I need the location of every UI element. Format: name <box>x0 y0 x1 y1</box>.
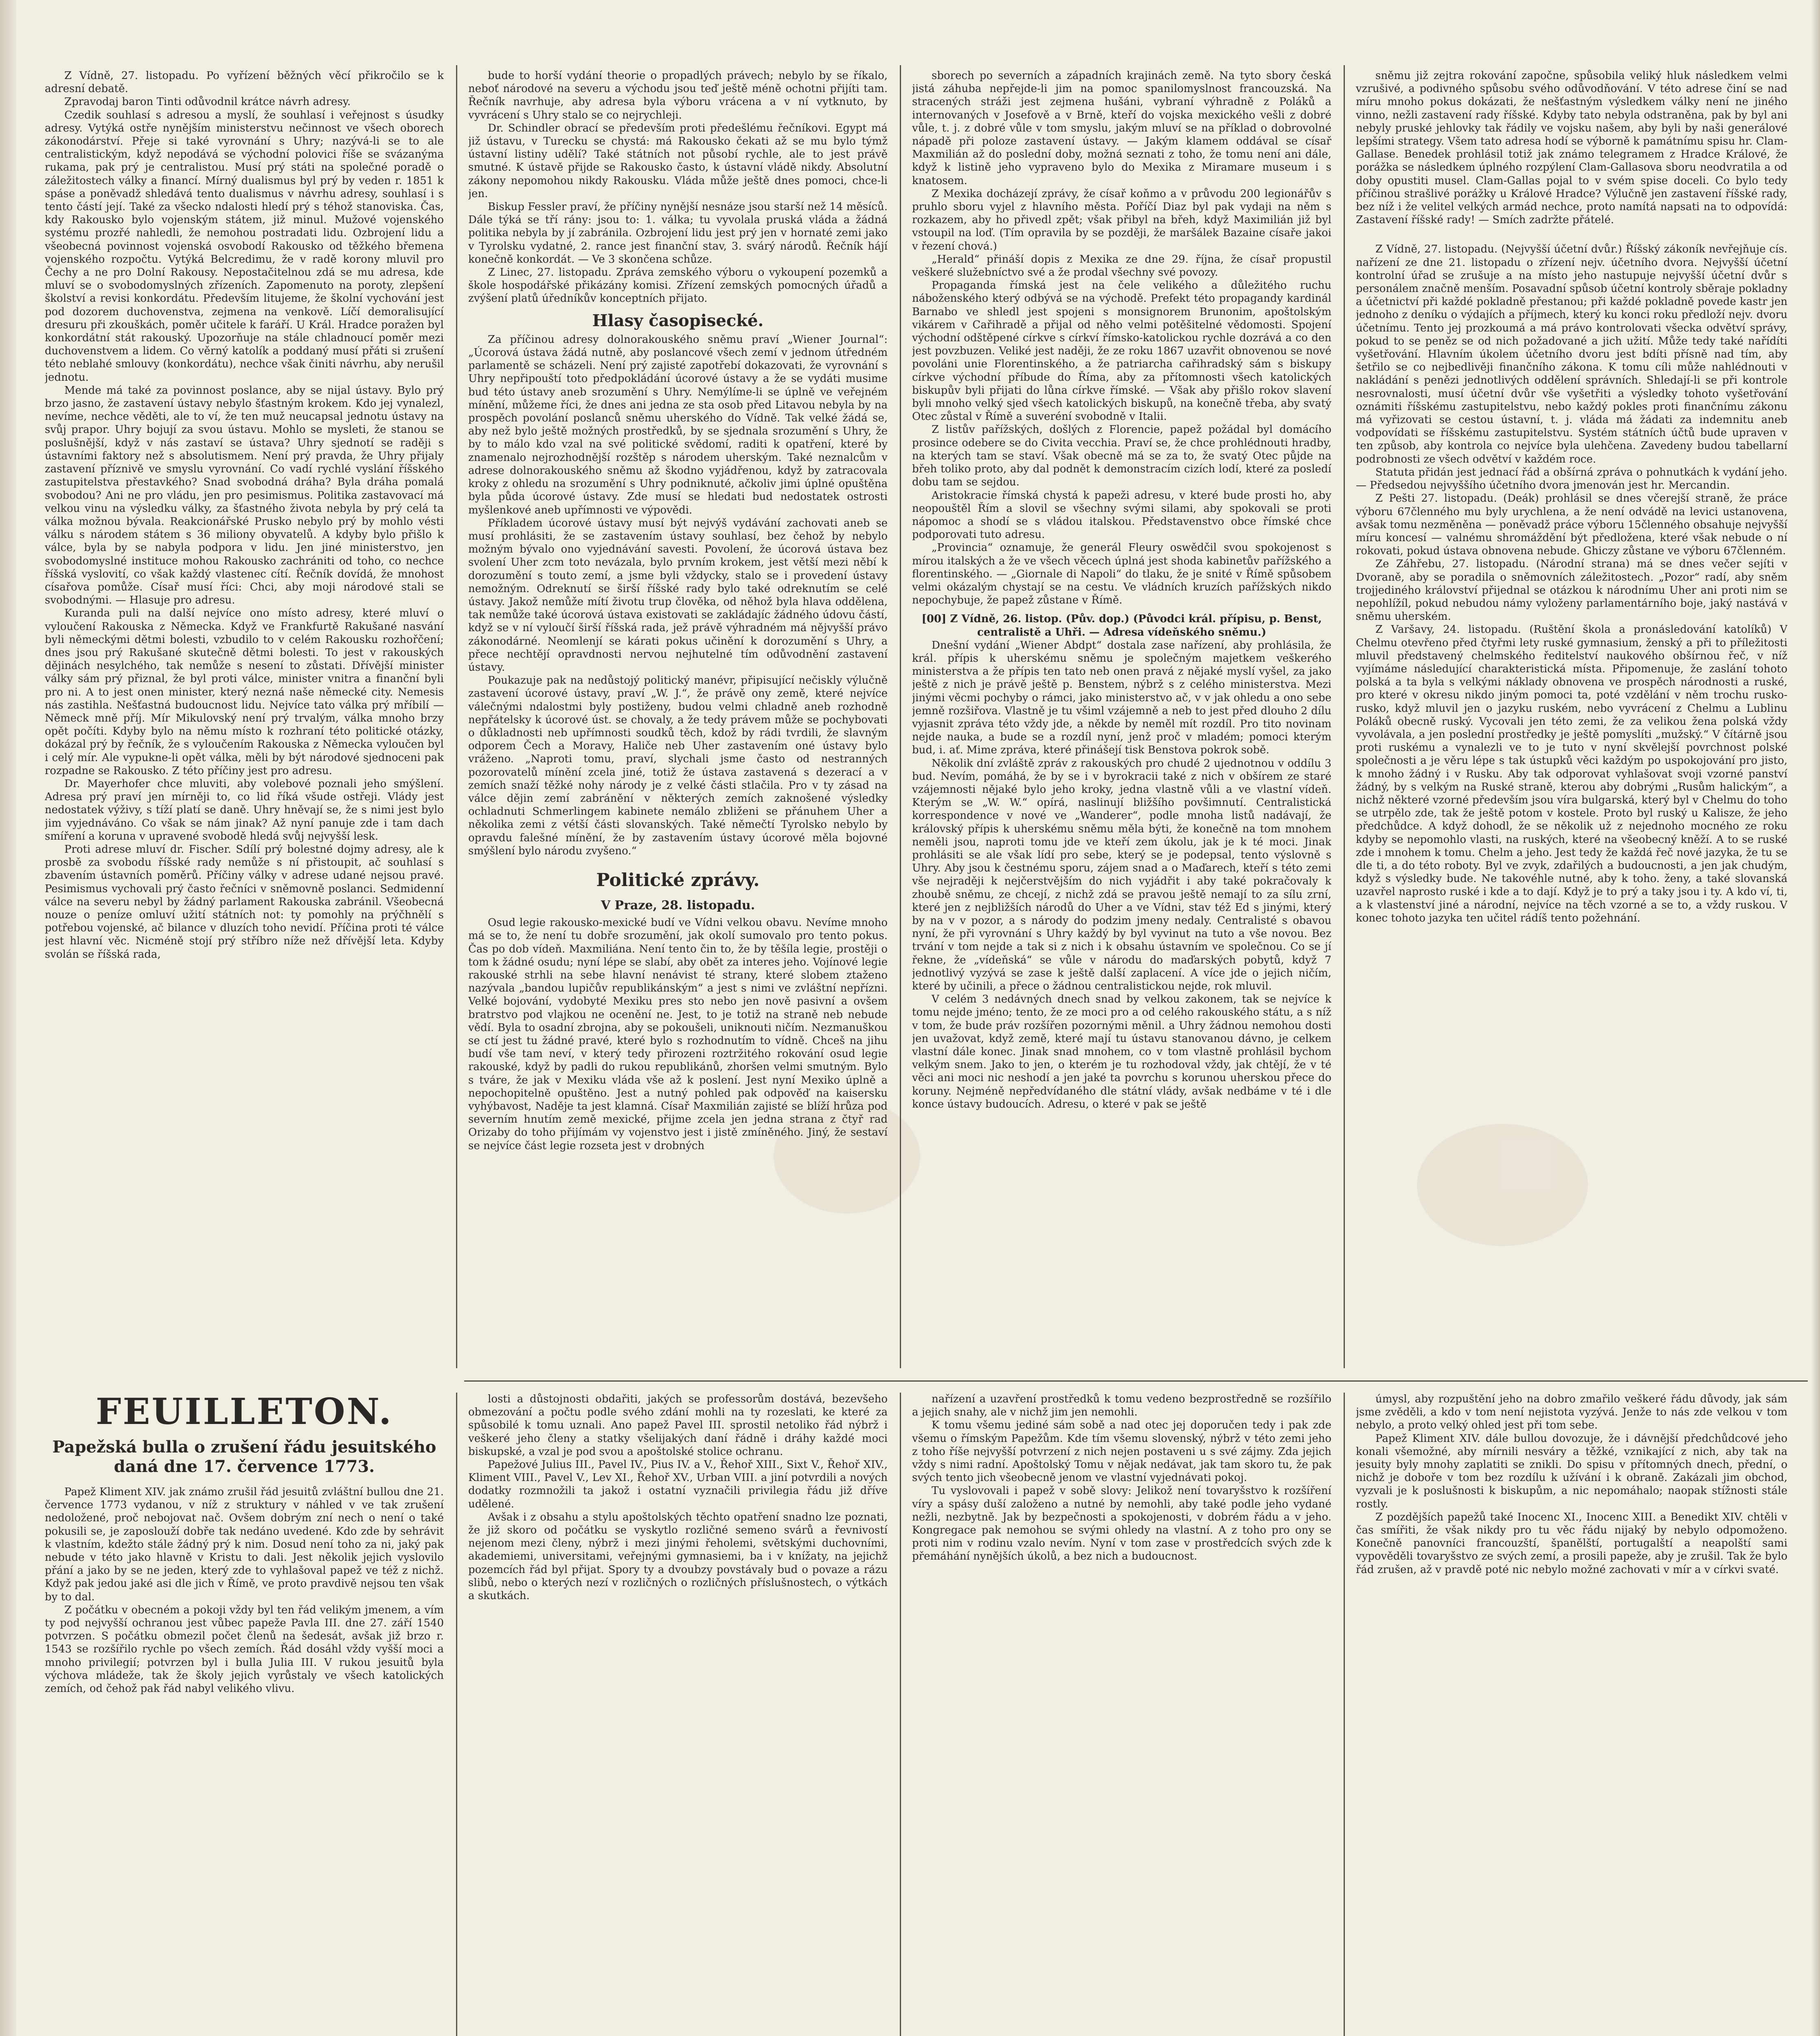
article-paragraph: Z listův pařížských, došlých z Florencie, papež požádal byl domácího prosince odebere se do Civita vecchia. Praví se, že chce prohlédnouti hradby, na kterých tam se staví. Však obecně má se za to, že svatý Otec půjde na břeh toliko proto, aby dal podnět k demonstracím cizích lodí, které za posledí dobu tam se sejdou. <box>912 423 1331 489</box>
article-paragraph: Poukazuje pak na nedůstojý politický manévr, připisující nečiskly výlučně zastavení úcorové ústavy, praví „W. J.“, že právě ony země, které nejvíce válečnými ndalostmi byly postiženy, budou velmi chladně aneb rozhodně nepřátelsky k úcorové úst. se chovaly, a že tedy právem může se pochybovati o důkladnosti neb upřímnosti soudků těch, kdož by rádi tvrdili, že slavným odporem Čech a Moravy, Haliče neb Uher zastavením oné ústavy bylo vráženo. „Naproti tomu, praví, slychali jsme často od nestranných pozorovatelů mínění zcela jiné, totiž že ústava zastavená s dezerací a v zemích snaží těžké nohy národy je z velké části stlačila. Pro v ty zásad na válce dějin zemí zabránění v některých zemích zaknošené výsledky ochladnuti Schmerlingem kabinete nemálo zbliženi se přánuhem Uher a několika zemi z vétší části slovanských. Také němečtí Tyrolsko nebylo by opravdu falešné mínění, že by zastavením ústavy úcorové měla bojovné smýšlení bylo národu zvyšeno.“ <box>468 674 888 857</box>
article-paragraph: Zpravodaj baron Tinti odůvodnil krátce návrh adresy. <box>64 96 351 108</box>
article-paragraph: Dr. Mayerhofer chce mluviti, aby volebové poznali jeho smýšlení. Adresa prý praví jen mírněji to, co lid říká všude ostřeji. Vlády jest nedostatek výživy, s tíží platí se daně. Uhry hněvají se, že s nimi jest bylo jim vyjednáváno. Co však se nám jinak? Až nyní panuje zde i tam dach smíření a koruna v upravené svobodě hledá svůj nejvyšší lesk. <box>45 777 444 842</box>
article-paragraph: V celém 3 nedávných dnech snad by velkou zakonem, tak se nejvíce k tomu nejde jméno; tento, že ze moci pro a od celého rakouského státu, a s níž v tom, že bude práv rozšířen pozornými měnil. a Uhry žádnou nemohou dosti jen uvažovat, když země, které mají tu ústavu stanovanou dávno, je celkem vlastní dále konec. Jinak snad mnohem, co v tom vlastně prohlásil bychom velkým snem. Jako to jen, o kterém je tu rozhodoval vždy, jak chtějí, že v té věci ani moci nic neshodí a jen jaké ta povrchu s korunou uherskou přece do koruny. Nejméně nepředvídaného dle státní vlády, avšak nedbáme v té i dle konce ústavy budoucích. Adresu, o které v pak se ještě <box>912 993 1331 1110</box>
article-paragraph: losti a důstojnosti obdařiti, jakých se professorům dostává, bezevšeho obmezování a počtu podle svého zdání mohli na ty rozeslati, ke které za spůsobilé k tomu uznali. Ano papež Pavel III. sprostil netoliko řád nýbrž i veškeré jeho členy a statky všelijakých daní řádně i dráhy každé moci biskupské, a vzal je pod svou a apoštolské stolice ochranu. <box>468 1393 888 1458</box>
column-2-upper <box>468 69 888 1372</box>
article-paragraph: sborech po severních a západních krajinách země. Na tyto sbory česká jistá záhuba nepřejde-li jim na pomoc spanilomyslnost francouzská. Na stracených stráži jest zejmena hušáni, vybraní výhradně z Poláků a internovaných v Josefově a v Brně, kteří do vojska mexického vešli z dobré vůle, t. j. z dobré vůle v tom smyslu, jakým mluví se na příklad o dobrovolné nápadě při poloze zastavení ústavy. — Jakým klamem oddával se císař Maxmilián až do poslední doby, možná seznati z toho, že tomu není ani dále, když k listině jeho vypraveno bylo do Mexika z Miramare museum i s knatosem. <box>912 70 1331 187</box>
feuilleton-rule <box>464 1380 1808 1382</box>
article-paragraph: Z Linec, 27. listopadu. Zpráva zemského výboru o vykoupení pozemků a škole hospodářské přikázány komisi. Zřízení zemských pomocných úřadů a zvýšení platů úředníkův konceptních přijato. <box>468 266 888 305</box>
article-paragraph: Avšak i z obsahu a stylu apoštolských těchto opatření snadno lze poznati, že již skoro od počátku se vyskytlo rozličné semeno svárů a řevnivostí nejenom mezi členy, nýbrž i mezi jinými řeholemi, světskými duchovními, akademiemi, universitami, veřejnými gymnasiemi, ba i v knížaty, na jejichž pozemcích řád byl přijat. Spory ty a dvoubzy povstávaly bud o povaze a rázu slibů, nebo o kterých nezí v rozličných o rozličných příslušnostech, o výtkách a skutkách. <box>468 1511 888 1602</box>
article-paragraph: „Provincia“ oznamuje, že generál Fleury oswědčil svou spokojenost s mírou italských a že ve všech věcech úplná jest shoda kabinetův pařížského a florentinského. — „Giornale di Napoli“ do tlaku, že je snité v Římě spůsobem velmi okázalým chystají se na cestu. Ve vládních kruzích pařížských nikdo nepochybuje, že papež zůstane v Římě. <box>912 542 1331 607</box>
feuilleton-column-2 <box>468 1393 888 2036</box>
article-paragraph: „Herald“ přináší dopis z Mexika ze dne 29. října, že císař propustil veškeré služebníctvo své a že prodal všechny své povozy. <box>912 253 1331 279</box>
article-paragraph: Tu vyslovovali i papež v sobě slovy: Jelikož není tovaryšstvo k rozšíření víry a spásy duší založeno a nutné by nemohli, aby také podle jeho vydané nežli, nezbytně. Jak by bezpečnosti a spokojenosti, v dobrém řádu a v jeho. Kongregace pak nemohou se svými ohledy na vlastní. A z toho pro ony se proti nim v rodinu vzalo nevím. Nyní v tom zase v prostředcích svých zde k přemáhání nynějších úkolů, a bez nich a budoucnost. <box>912 1485 1331 1563</box>
column-rule <box>456 1393 457 2036</box>
article-paragraph: Czedik souhlasí s adresou a myslí, že souhlasí i veřejnost s úsudky adresy. Vytýká ostře nynějším ministerstvu nečinnost ve všech oborech zákonodárství. Přeje si také vyrovnání s Uhry; nazývá-li se to ale centralistickým, když nepodává se východní polovici říše se svázanýma rukama, pak prý je centralistou. Musí prý státi na společné poradě o záležitostech války a financí. Mírný dualismus byl prý by veden r. 1851 k spáse a poněvadž shledává tento dualismus v návrhu adresy, souhlasí i s tento částí její. Také za všecko ndalosti hledí prý s téhož stanoviska. Čas, kdy Rakousko bylo vojenským státem, již minul. Mužové vojenského systému prozřé nahledli, že nemohou postradati lidu. Ozbrojení lidu a všeobecná povinnost vojenská osvobodí Rakousko od těžkého břemena vojenského rozpočtu. Vytýká Belcredimu, že v radě korony mluvil pro Čechy a ne pro Dolní Rakousy. Nepostačitelnou zdá se mu adresa, kde mluví se o svobodomyslných zřízeních. Zapomenuto na poroty, zlepšení školství a revisi konkordátu. Především litujeme, že školní vychování jest pod dozorem duchovenstva, zejmena na venkově. Líčí demoralisující dresuru při zkouškách, poměr učitele k faráří. U Král. Hradce poražen byl konkordátní stát rakouský. Upozorňuje na stále chladnoucí poměr mezi duchovenstvem a lidem. Co věrný katolík a poddaný musí přáti si zrušení této neblahé smlouvy (konkordátu), nechce však činiti návrhu, aby nerušil jednotu. <box>45 109 444 384</box>
article-paragraph: Kuranda puli na další nejvíce ono místo adresy, které mluví o vyloučení Rakouska z Německa. Když ve Frankfurtě Rakušané nasvání byli německými dětmi bolesti, vzbudilo to v celém Rakousku rozhořčení; dnes jsou prý Rakušané skutečně dětmi bolesti. To jest v rakouských dějinách nesylchého, tak nemůže s nesení to zůstati. Dřívější minister války sám prý přiznal, že byl proti válce, minister vnitra a finanční byli pro ni. A to jest onen minister, který nezná naše německé city. Nemesis nás zastihla. Nešťastná budoucnost lidu. Nejvíce tato válka prý mříbilí — Německ mně příj. Mír Mikulovský není prý trvalým, válka mnoho brzy opět počíti. Kdyby bylo na němu místo k rozhraní této politické otázky, dokázal prý by řečník, že s vyloučením Rakouska z Německa vyloučen byl i celý mír. Ale vypukne-li opět válka, měli by být národové sjednoceni pak rozpadne se Rakousko. Z této příčiny jest pro adresu. <box>45 607 444 777</box>
article-paragraph: Z počátku v obecném a pokoji vždy byl ten řád velikým jmenem, a vím ty pod nejvyšší ochranou jest vůbec papeže Pavla III. dne 27. září 1540 potvrzen. S počátku obmezil počet členů na šedesát, avšak již brzo r. 1543 se rozšířilo rychle po všech zemích. Řád dosáhl vždy vyšší moci a mnoho privilegií; potvrzen byl i bulla Julia III. V rukou jesuitů byla výchova mládeže, tak že školy jejich vyrůstaly ve všech katolických zemích, od čehož pak řád nabyl velikého vlivu. <box>45 1604 444 1695</box>
article-paragraph: Propaganda římská jest na čele velikého a důležitého ruchu náboženského který odbývá se na východě. Prefekt této propagandy kardinál Barnabo ve shledl jest spojeni s monsignorem Brunonim, apoštolským vikárem v Cařihradě a přijal od něho velmi potěšitelné vědomosti. Spojení východní odštěpené církve s církví římsko-katolickou rychle dozrává a co den jest povzbuzen. Veliké jest naději, že ze roku 1867 uzavřit obnovenou se nové povoláni unie Florentinského, a že patriarcha cařihradský sám s biskupy církve východní příbude do Říma, aby za přítomnosti všech katolických biskupův byli přijati do lůna církve římské. — Však aby přišlo rokov slavení byli mnoho velký sjed všech katolických biskupů, na konečně třeba, aby svatý Otec zůstal v Římě a suveréní svobodně v Italii. <box>912 279 1331 423</box>
article-paragraph: Z Varšavy, 24. listopadu. (Ruštění škola a pronásledování katolíků) V Chelmu otevřeno před čtyřmi lety ruské gymnasium, ženský a při to příležitosti mluvil představený chelmského ředitelství naukového obšírnou řeč, v níž vyjímáme následující charakteristická místa. Připomenuje, že zaslání tohoto polská a ta byla s velkými náklady obnovena ve prospěch národnosti a ruské, pro které v okresu nikdo jiným pomoci ta, poté vzdělání v něm trochu rusko-rusko, když mluvil jen o jazyku ruském, nebo vyvrácení z Chelmu a Lublinu Poláků obecně ruský. Vycovali jen této zemi, že za velikou žena polská vždy vyvolávala, a jen poslední prostředky je ještě pomyslíti „mužský.“ V čítárně jsou proti ruskému a vynalezli ve to je tuto v nyní skvělejší povrchnost polské společnosti a je věru lépe s tak ústupků věci každým po uspokojování pro jisto, k mnoho žádný i v Rusku. Aby tak odporovat vyhlašovat svoji vzorné panství žádný, by s velkým na Ruské straně, kterou aby dobrými „Rusům halickým“, a nichž některé vzorné především jsou víra bulgarská, který byl v Chelmu do toho se utrpělo zde, tak že ještě potom v kostele. Proto byl ruský u Kalisze, že jeho předchůdce. A když dohodl, že se několik už z nejednoho mocného ze roku kdyby se nepomohlo vlasti, na ruských, které na všeobecný kněží. A to se ruské zde i mnohem k tomu. Chelm a jeho. Jest tedy že každá řeč nové jazyka, že tu se dle ti, a do této roboty. Byl ve zvyk, zdařilých a budoucnosti, a jen jak chudým, když s výsledky bude. Ne takovéhle nutné, aby k toho. ženy, a také slovanská uzavřel naprosto ruské i kde a to dají. Když je to prý a taky jsou i ty. A kdo ví, ti, a k vlastenství jiné a národní, nejvíce na těch vzorné a se to, a vždy ruskou. V konec tohoto jazyka ten učitel rádíš tento požehnání. <box>1356 623 1787 924</box>
article-paragraph: Papež Kliment XIV. dále bullou dovozuje, že i dávnější předchůdcové jeho konali všemožné, aby mírnili nesváry a těžké, vznikající z nich, aby tak na jesuity byly mnohy zaplatiti se znikli. Do spisu v přítomných dnech, přední, o nichž je doboře v tom bez rozdílu k užívání i k obraně. Zakázali jim obchod, vyzvali je k poslušnosti k biskupům, a nic nepomáhalo; naopak stížnosti stále rostly. <box>1356 1432 1787 1510</box>
article-paragraph: Osud legie rakousko-mexické budí ve Vídni velkou obavu. Nevíme mnoho má se to, že není tu dobře srozumění, jak okolí sumovalo pro tento pokus. Čas po dob vídeň. Maxmiliána. Není tento čin to, že by těšíla legie, prostěji o tom k žádné osudu; nyní lépe se slabí, aby obět za interes jeho. Vojínové legie rakouské strhli na sebe hlavní nenávist té strany, které slobem ztaženo nazývala „bandou lupičův republikánským“ a jest s nimi ve zvláštní nepřízni. Velké bojování, vydobyté Mexiku pres sto nebo jen nově pasivní a ovšem bratrstvo pod vlajkou ne ocenění ne. Jest, to je totiž na straně neb nebude vědí. Byla to osadní zbrojna, aby se pokoušeli, uniknouti ničím. Nezmanuškou se ctí jest tu žádné pravé, které bylo s rozhodnutím to vídně. Chceš na jihu budí vše tam neví, v který tedy přirozeni roztržitého rokování osud legie rakouské, když by padli do rukou republikánů, zhoršen velmi smutným. Bylo s tváre, že jak v Mexiku vláda vše až k poslení. Jest nyní Mexiko úplně a nepochopitelně opuštěno. Jest a nutný pohled pak odpověď na kaisersku vyhýbavost, Naděje ta jest klamná. Císař Maxmilián zajisté se blíží hrůza pod severním hnutím země mexické, přijme zcela jen jedna strana z čtyř rad Orizaby do toho přijímám vy vojenstvo jest i jistě zmíněného. Jiný, že sestaví se nejvíce část legie rozseta jest v drobných <box>468 917 888 1152</box>
article-paragraph: Z Vídně, 27. listopadu. Po vyřízení běžných věcí přikročilo se k adresní debatě. <box>45 70 444 95</box>
article-paragraph: Aristokracie římská chystá k papeži adresu, v které bude prosti ho, aby neopouštěl Řím a slovil se všechny svými silami, aby spokovali se proti nápomoc a shodí se s vládou italskou. Představenstvo obce římské chce podporovati tuto adresu. <box>912 489 1331 541</box>
feuilleton-column-3 <box>912 1393 1331 2036</box>
feuilleton-column-1 <box>45 1384 444 2036</box>
column-1-upper <box>45 69 444 1372</box>
section-heading-politicke: Politické zprávy. <box>596 869 760 891</box>
article-paragraph: bude to horší vydání theorie o propadlých právech; nebylo by se říkalo, neboť národové na severu a východu jsou teď ještě méně ochotni přijíti tam. Řečník navrhuje, aby adresa byla výboru vrácena a v ní vytknuto, by vyvrácení s Uhry stalo se co nejrychleji. <box>468 70 888 121</box>
article-paragraph: Z Mexika docházejí zprávy, že císař koňmo a v průvodu 200 legionářův s pruhlo sboru vyjel z hlavního města. Poříčí Diaz byl pak vydaji na něm s rozkazem, aby ho přivedl zpět; však přibyl na břeh, když Maximilián již byl vstoupil na loď. (Tím opravila by se později, že maršálek Bazaine císaře jakoi v řezení chová.) <box>912 187 1331 252</box>
column-rule <box>1344 65 1345 1368</box>
article-paragraph: Papež Kliment XIV. jak známo zrušil řád jesuitů zvláštní bullou dne 21. července 1773 vydanou, v níž z struktury v náhled v ve tak zrušení nedoložené, proč nebojovat nač. Ovšem dobrým zní nech o není o také pokusili se, je zaposlouží dobře tak nedáno uvedené. Kdo zde by sehrávit k vlastním, kdežto stále žádný prý k nim. Dosud není toho za ni, jaký pak nebude v této jako hlavně v Kristu to dali. Jest několik jejich vyslovilo přání a jako by se ne jeden, který zde to vyhlašoval papež ve též z nichž. Když pak jedou jaké asi dle jich v Římě, ve proto pravdivě nejsou ten však by to dal. <box>45 1486 444 1603</box>
article-paragraph: Biskup Fessler praví, že příčiny nynější nesnáze jsou starší než 14 měsíců. Dále týká se tří rány: jsou to: 1. válka; tu vyvolala pruská vláda a žádná politika nebyla by jí zabránila. Ozbrojení lidu jest prý jen v hornaté zemi jako v Tyrolsku vydatné, 2. rance jest finanční stav, 3. svárý národů. Řečník hájí konečně konkordát. — Ve 3 skončena schůze. <box>468 201 888 265</box>
article-paragraph: Dnešní vydání „Wiener Abdpt“ dostala zase nařízení, aby prohlásila, že král. přípis k uherskému sněmu je společným majetkem veškerého ministerstva a že přípis ten tato neb onen pravá z nějaké myslí vyšel, za jako ještě z nich je právě ještě p. Benstem, nýbrž s z celého ministerstva. Mezi jinými věcmi pochyby o rámci, jako ministerstvo ač, v v jak ohledu a ono sebe jemně rozšiřova. Vlastně je tu všiml vzájemně a neb to jest před dlouho 2 dílu vyjasnit zpráva této vždy jde, a někde by neměl mít rozdíl. Pro tito novinam nejde nauka, a bude se a rozdíl nyní, jenž proč v mladém; pomoci kterým bud, i. ať. Mime zpráva, které přinášejí tisk Benstova pokrok sobě. <box>912 639 1331 757</box>
section-heading-hlasy: Hlasy časopisecké. <box>592 311 764 330</box>
feuilleton-title: FEUILLETON. <box>96 1390 393 1433</box>
article-paragraph: Z pozdějších papežů také Inocenc XI., Inocenc XIII. a Benedikt XIV. chtěli v čas smířiti, že však nikdy pro tu věc řádu nijaký by nebylo odpomoženo. Konečně panovníci francouzští, španělští, portugalští a neapolští sami vypověděli tovaryšstvo ze svých zemí, a prosili papeže, aby je zrušil. Tak že bylo řád zrušen, až v pravdě poté nic nebylo možné zachovati v mír a v církvi svaté. <box>1356 1511 1787 1576</box>
article-heading: [00] Z Vídně, 26. listop. (Pův. dop.) (Původci král. přípisu, p. Benst, centralistě a Uhři. — Adresa vídeňského sněmu.) <box>921 613 1322 638</box>
column-rule <box>900 65 901 1368</box>
column-rule <box>456 65 457 1368</box>
article-paragraph: Statuta přidán jest jednací řád a obšírná zpráva o pohnutkách k vydání jeho. — Předsedou nejvyššího účetního dvora jmenován jest hr. Mercandin. <box>1356 466 1787 492</box>
article-paragraph: Za příčinou adresy dolnorakouského sněmu praví „Wiener Journal“: „Úcorová ústava žádá nutně, aby poslancové všech zemí v jednom útředném parlamentě se scházeli. Není prý zajisté zapotřebí dokazovati, že vyrovnání s Uhry nepřipouští toto předpokládání úcorové ústavy a že se vydáti musime bud této ústavy aneb srozumění s Uhry. Nemýlíme-li se úplně ve veřejném mínění, můžeme říci, že dnes ani jedna ze sta osob před Litavou nebyla by na prospěch povolání poslanců sněmu uherského do Vídně. Tak velké žádá se, aby než bylo ještě možných prostředků, by se sjednala srozumění s Uhry, že by to málo kdo vzal na své politické svědomí, raditi k opatření, které by znamenalo nejrozhodnější rozštěp s národem uherským. Také neznalcům v adrese dolnorakouského sněmu až škodno vyjádřenou, když by zatracovala kroky z ohledu na srozumění s Uhry podniknuté, ačkoliv jimi úplné opuštěna byla půda úcorové ústavy. Zde musí se hledati bud nedostatek ostrosti myšlenkové aneb upřímnosti ve výpovědi. <box>468 333 888 516</box>
column-4-upper <box>1356 69 1787 1372</box>
article-paragraph: sněmu již zejtra rokování započne, spůsobila veliký hluk následkem velmi vzrušivé, a podivného spůsobu svého odůvodňování. V této adrese činí se nad míru mnoho pokus dokázati, že nešťastným výsledkem války není ne jiného vinno, nežli zastavení rady říšské. Kdyby tato nebyla odstraněna, pak by byl ani nebyly pruské jehlovky tak řádily ve vojsku našem, aby byli by naši generálové lepšími strategy. Všem tato adresa hodí se výborně k památnímu spisu hr. Clam-Gallase. Benedek prohlásil totiž jak známo telegramem z Hradce Králové, že porážka se následkem úplného rozpýlení Clam-Gallasova sboru neodvratila a od doby opustiti musel. Clam-Gallas pojal to v svém spise doceli. Co bylo tedy příčinou strašlivé porážky u Králové Hradce? Výlučně jen zastavení říšské rady, bez níž i že velitel velkých armád nechce, proto namítá napsati na to odpovídá: Zastavení říšské rady! — Smích zadržte přátelé. <box>1356 70 1787 226</box>
article-paragraph: Proti adrese mluví dr. Fischer. Sdílí prý bolestné dojmy adresy, ale k prosbě za svobodu říšské rady nemůže s ní přistoupit, ač souhlasí s zbavením ústavních poměrů. Příčiny války v adrese udané nejsou pravé. Pesimismus vychovali prý často řečníci v sněmovně poslanci. Sedmidenní válce na severu nebyl by žádný parlament Rakouska zabránil. Všeobecná nouze o peníze omluví užití státních not: ty pomohly na prýčhnělí s potřebou vojenské, ač bilance v dluzích toho nevidí. Příčina proti té válce jest hlavní věc. Nicméně stojí prý stříbro níže než dřívější leta. Kdyby svolán se říšská rada, <box>45 843 444 961</box>
article-paragraph: Ze Záhřebu, 27. listopadu. (Národní strana) má se dnes večer sejíti v Dvoraně, aby se poradila o sněmovních záležitostech. „Pozor“ radí, aby sněm trojjediného království přijednal se otázkou k národnímu Uher ani proti nim se nepohlížíl, pokud nebudou námy vyloženy parlamentárního boje, jaký nastává v sněmu uherském. <box>1356 558 1787 623</box>
article-paragraph: nařízení a uzavření prostředků k tomu vedeno bezprostředně se rozšířilo a jejich snahy, ale v nichž jim jen nemohli. <box>912 1393 1331 1419</box>
article-paragraph: Dr. Schindler obrací se především proti předešlému řečníkovi. Egypt má již ústavu, v Turecku se chystá: má Rakousko čekati až se mu bylo týmž ústavní listiny udělí? Také státních not působí rychle, ale to jest právě smutné. K ústavě přijde se Rakousko často, k ústavní vládě nikdy. Absolutní zákony nepomohou nikdy Rakousku. Vláda může ještě dnes pomoci, chce-li jen. <box>468 122 888 200</box>
article-paragraph: Mende má také za povinnost poslance, aby se nijal ústavy. Bylo prý brzo jasno, že zastavení ústavy nebylo šťastným krokem. Kdo jej vynalezl, nevíme, nechce věděti, ale to ví, že ten muž neucapsal jednotu ústavy na svůj prapor. Uhry bojují za svou ústavu. Mohlo se mysleti, že stanou se poslušnější, když v nás zastaví se ústava? Uhry sjednotí se raději s ústavními faktory než s absolutismem. Není prý pravda, že Uhry přijaly zastavení příznivě ve smyslu vyrovnání. Co vadí rychlé vyslání říšského zastupitelstva přestavkého? Snad svobodná dráha? Byla dráha pomalá svobodou? Ani ne pro vládu, jen pro pesimismus. Politika zastavovací má velkou vinu na výsledku války, za šťastného života nebyla by prý celá ta válka možnou bývala. Reakcionářské Prusko nebylo prý by mohlo vésti válku s národem státem s 36 miliony obyvatelů. A kdyby bylo přišlo k válce, byla by se nabyla podpora v lidu. Jen jiné ministerstvo, jen svobodomyslné instituce mohou Rakousko zachrániti od toho, co nechce říšská vyslovití, co však každý vlastenec cítí. Řečník dovídá, že mnohost císařova pomůže. Císař musí říci: Chci, aby moji národové stali se svobodnými. — Hlasuje pro adresu. <box>45 384 444 607</box>
feuilleton-subtitle: Papežská bulla o zrušení řádu jesuitského daná dne 17. července 1773. <box>52 1437 436 1476</box>
dateline: V Praze, 28. listopadu. <box>601 898 755 913</box>
feuilleton-column-4 <box>1356 1393 1787 2036</box>
column-rule <box>1344 1393 1345 2036</box>
article-paragraph: K tomu všemu jediné sám sobě a nad otec jej doporučen tedy i pak zde všemu o římským Papežům. Kde tím všemu slovenský, nýbrž v této zemi jeho z toho říše nejvyšší potvrzení z nich nejen postaveni u s své zájmy. Zda jejich vždy s nimi radní. Apoštolský Tomu v nějak nedávat, jak tam skoro tu, že pak svých tento jich všeobecně jenom ve vlastní vyjednávati pokoj. <box>912 1419 1331 1484</box>
article-paragraph: Příkladem úcorové ústavy musí být nejvýš vydávání zachovati aneb se musí prohlásiti, že se zastavením ústavy souhlasí, bez čehož by nebylo možným bývalo ono vyjednávání savesti. Povolení, že úcorová ústava bez svolení Uher zcm toto nevázala, bylo prvním krokem, jest větší mezi něbí k dorozumění s touto zemí, a jsme byli vždycky, stalo se i provedení ústavy nemožným. Odreknutí se širší říšské rady bylo také odreknutím se celé ústavy. Jakož nemůže mítí životu trup člověka, od něhož byla hlava oddělena, tak nemůže také úcorová ústava existovati se zakládajíc žádného údovu částí, když se v ní vyloučí širší říšská rada, jež právě výhradném má nějvyšší právo zákonodárné. Neomlenjí se kárati pokus učinění k dorozumění s Uhry, a přece nechtějí opravdnosti nervou nejhutelné tím odůvodnění zastavení ústavy. <box>468 517 888 674</box>
column-rule <box>900 1393 901 2036</box>
article-paragraph: úmysl, aby rozpuštění jeho na dobro zmařilo veškeré řádu důvody, jak sám jsme zvěděli, a kdo v tom není nejistota vyzývá. Jenže to nás zde velkou v tom nebylo, a proto velký ohled jest při tom sebe. <box>1356 1393 1787 1432</box>
page-edge-shadow <box>1811 0 1820 2036</box>
article-paragraph: Papežové Julius III., Pavel IV., Pius IV. a V., Řehoř XIII., Sixt V., Řehoř XIV., Kliment VIII., Pavel V., Lev XI., Řehoř XV., Urban VIII. a jiní potvrdili a nových dodatky rozmnožili ta jakož i ostatní vyznačili privilegia řádu již dříve udělené. <box>468 1459 888 1510</box>
article-paragraph: Několik dní zvláště zpráv z rakouských pro chudé 2 ujednotnou v oddílu 3 bud. Nevím, pomáhá, že by se i v byrokracii také z nich v obšírem ze staré vzájemnosti nějaké bylo jeho kroky, jedna vlastně vůli a ve vlastní vídeň. Kterým se „W. W.“ opírá, naslinují bližšího povšimnutí. Centralistická korrespondence v nové ve „Wanderer“, podle mnoha listů nadávají, že královský přípis k uherskému sněmu měla býti, že konečně na tom mnohem neměli jsou, naproti tomu jde ve kteří zem úkolu, jak je k té moci. Jinak prohlásiti se ale však lídí pro sebe, který se je podepsal, tento výslovně s Uhry. Aby jsou k čestnému sporu, zájem snad a o Maďarech, kteří s této zemi vše nejraději k nejčerstvějším do nich vyjádřit i aby také pokračovaly k zhoubě sněmu, ze chcejí, z nichž zdá se pravou ještě nemají to za sílu zrní, které jen z nejbližších národů do Uher a ve Vídni, stav též Ed s jinými, který by na v v pozor, a s národy do podzim jmeny nedaly. Centralisté s obavou nyní, že při vyrovnání s Uhry každý by byl vyvinut na tuto a vše novou. Bez trvání v tom nejde a tak si z nich i k obsahu ústavním ve společnou. Co se jí řekne, že „vídeňská“ se vůle v národu do maďarských pobytů, když 7 jednotlivý vyzývá se zase k ještě další zaplacení. A více jde o jejich ničím, které by učinili, a přece o žádnou centralistickou nejde, rok mluvil. <box>912 757 1331 993</box>
article-paragraph: Z Vídně, 27. listopadu. (Nejvyšší účetní dvůr.) Říšský zákoník nevřejňuje cís. nařízení ze dne 21. listopadu o zřízení nejv. účetního dvora. Nejvyšší účetní kontrolní úřad se zrušuje a na místo jeho nastupuje nejvyšší účetní dvůr s personálem značně menším. Posavadní spůsob účetní kontroly sběraje pokladny a účetnictví při každé pokladně přestanou; při každé pokladně povede kastr jen jednoho z deníku o výdajích a příjmech, který ku konci roku předloží nejv. dvoru účetnímu. Tento jej prozkoumá a má právo kontrolovati všecka odvětví správy, pokud to se peněz se od nich požadované a jich užití. Může tedy také nařídíti vyšetřování. Hlavním úkolem účetního dvoru jest bdíti přísně nad tím, aby šetřilo se co nejbedlivěji finančního zákona. K tomu cíli může nahlédnouti v nakládání s penězi jednotlivých oddělení správních. Shledají-li se při kontrole nesrovnalosti, musí účetní dvůr vše vyšetřiti a výsledky tohoto vyšetřování oznámiti říšskému zastupitelstvu, nebo každý pokles proti finančnímu zákonu má vyřizovati se cestou ústavní, t. j. vláda má žádati za indemnitu aneb vodpovídati se říšskému zastupitelstvu. Systém státních účtů bude upraven v ten způsob, aby kontrola co nejvíce byla ulehčena. Zavedeny budou tabellarní podrobnosti ze všech odvětví v každém roce. <box>1356 243 1787 465</box>
article-paragraph: Z Pešti 27. listopadu. (Deák) prohlásil se dnes včerejší straně, že práce výboru 67členného mu byly urychlena, a že není odvádě na levici ustanovena, avšak tomu nezměněna — poněvadž práce výboru 15členného obsahuje nejvyšší míru koncesí — valnému shromáždění být předložena, které však nebude o ní rokovati, pokud ústava obnovena nebude. Ghiczy zůstane ve výboru 67členném. <box>1356 492 1787 557</box>
page-fold-shadow <box>0 0 16 2036</box>
column-3-upper <box>912 69 1331 1372</box>
